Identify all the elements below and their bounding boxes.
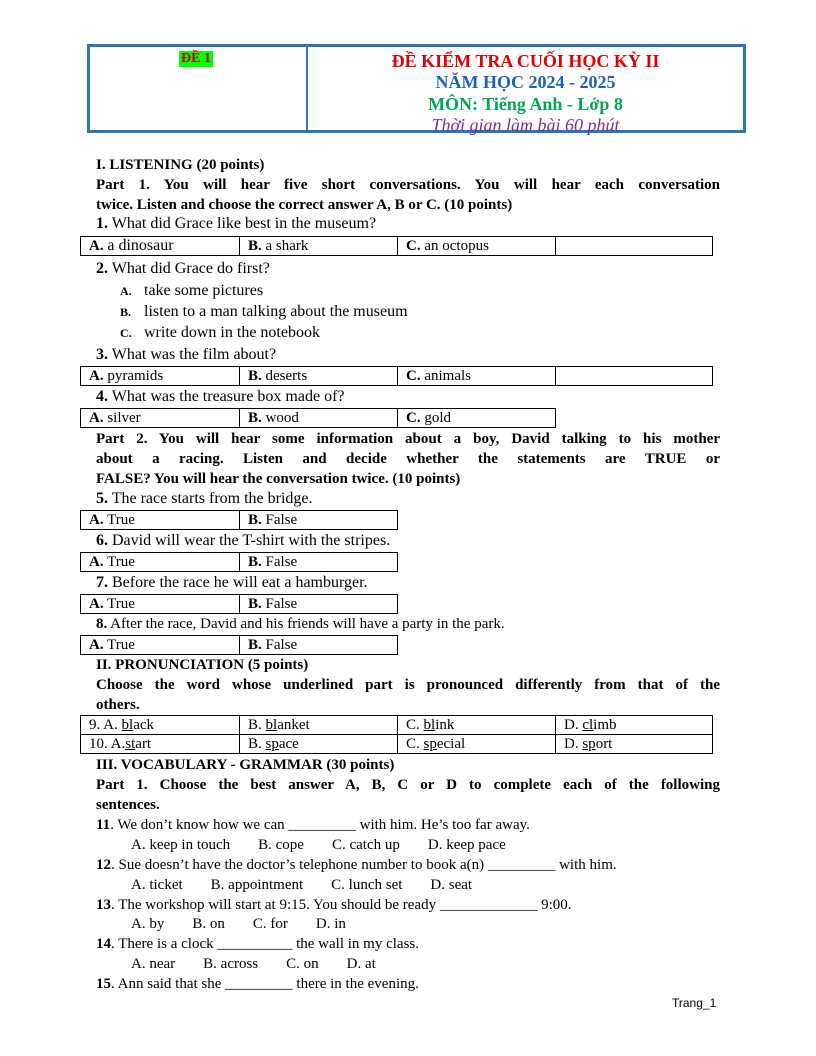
q1-option-a[interactable]: A. a dinosaur: [81, 237, 240, 256]
q3-option-a[interactable]: A. pyramids: [81, 367, 240, 386]
question-2: 2. What did Grace do first?: [96, 260, 270, 277]
q5-option-false[interactable]: B. False: [240, 511, 398, 530]
q11-option-b[interactable]: B. cope: [258, 837, 304, 853]
q4-option-b[interactable]: B. wood: [240, 409, 398, 428]
part2-instruction-line2: about a racing. Listen and decide whether the statements are TRUE or: [96, 451, 720, 467]
q12-options: [131, 877, 500, 894]
question-10-row: [81, 735, 713, 754]
question-15: 15. Ann said that she _________ there in the evening.: [96, 976, 419, 992]
q9-option-b[interactable]: B. blanket: [240, 716, 398, 735]
section-pronunciation-title: II. PRONUNCIATION (5 points): [96, 657, 309, 673]
q6-option-false[interactable]: B. False: [240, 553, 398, 572]
q14-option-c[interactable]: C. on: [286, 956, 319, 972]
q1-option-b[interactable]: B. a shark: [240, 237, 398, 256]
q12-option-c[interactable]: C. lunch set: [331, 877, 403, 893]
q9-option-a[interactable]: 9. A. black: [81, 716, 240, 735]
question-9-row: [81, 716, 713, 735]
question-13: 13. The workshop will start at 9:15. You should be ready _____________ 9:00.: [96, 897, 572, 913]
question-5: 5. The race starts from the bridge.: [96, 490, 313, 507]
q10-option-c[interactable]: C. special: [398, 735, 556, 754]
vocab-instruction-line2: sentences.: [96, 797, 160, 813]
question-12: 12. Sue doesn’t have the doctor’s telephone number to book a(n) _________ with him.: [96, 857, 617, 873]
q4-option-c[interactable]: C. gold: [398, 409, 556, 428]
question-11: 11. We don’t know how we can _________ with him. He’s too far away.: [96, 817, 530, 833]
pronunciation-instruction-line1: Choose the word whose underlined part is pronounced differently from that of the: [96, 677, 720, 693]
exam-code-badge: ĐỀ 1: [181, 51, 211, 66]
question-4-options: [80, 408, 556, 428]
section-listening-title: I. LISTENING (20 points): [96, 157, 265, 173]
q11-options: [131, 837, 534, 854]
q13-option-a[interactable]: A. by: [131, 916, 165, 932]
page-number: Trang_1: [672, 996, 717, 1010]
q13-option-c[interactable]: C. for: [252, 916, 288, 932]
time-allowed: Thời gian làm bài 60 phút: [431, 115, 620, 135]
q2-option-b[interactable]: B. listen to a man talking about the museum: [120, 303, 408, 320]
q10-option-a[interactable]: 10. A.start: [81, 735, 240, 754]
question-5-options: [80, 510, 398, 530]
part2-instruction-line3: FALSE? You will hear the conversation twice. (10 points): [96, 471, 461, 487]
q11-option-d[interactable]: D. keep pace: [427, 837, 506, 853]
q13-option-d[interactable]: D. in: [315, 916, 346, 932]
q14-option-d[interactable]: D. at: [346, 956, 376, 972]
question-6-options: [80, 552, 398, 572]
q1-empty-cell: [556, 237, 713, 256]
q1-option-c[interactable]: C. an octopus: [398, 237, 556, 256]
header-left-cell: [90, 47, 308, 130]
header-right-cell: [308, 47, 743, 135]
q2-option-a[interactable]: A. take some pictures: [120, 282, 264, 299]
pronunciation-instruction-line2: others.: [96, 697, 140, 713]
question-6: 6. David will wear the T-shirt with the stripes.: [96, 532, 391, 549]
question-1-options: [80, 236, 713, 256]
exam-header: [87, 44, 746, 133]
question-7-options: [80, 594, 398, 614]
q3-option-c[interactable]: C. animals: [398, 367, 556, 386]
school-year: NĂM HỌC 2024 - 2025: [435, 72, 616, 92]
vocab-instruction-line1: Part 1. Choose the best answer A, B, C or D to complete each of the following: [96, 777, 720, 793]
q14-option-a[interactable]: A. near: [131, 956, 176, 972]
section-vocab-title: III. VOCABULARY - GRAMMAR (30 points): [96, 757, 395, 773]
q11-option-a[interactable]: A. keep in touch: [131, 837, 231, 853]
q3-option-b[interactable]: B. deserts: [240, 367, 398, 386]
q8-option-true[interactable]: A. True: [81, 636, 240, 655]
q12-option-a[interactable]: A. ticket: [131, 877, 183, 893]
q7-option-false[interactable]: B. False: [240, 595, 398, 614]
q3-empty-cell: [556, 367, 713, 386]
q10-option-d[interactable]: D. sport: [556, 735, 713, 754]
q13-option-b[interactable]: B. on: [192, 916, 225, 932]
q12-option-d[interactable]: D. seat: [430, 877, 473, 893]
question-8-options: [80, 635, 398, 655]
exam-title: ĐỀ KIỂM TRA CUỐI HỌC KỲ II: [391, 51, 660, 71]
q10-option-b[interactable]: B. space: [240, 735, 398, 754]
q12-option-b[interactable]: B. appointment: [210, 877, 304, 893]
q5-option-true[interactable]: A. True: [81, 511, 240, 530]
q4-option-a[interactable]: A. silver: [81, 409, 240, 428]
q9-option-c[interactable]: C. blink: [398, 716, 556, 735]
subject-line: MÔN: Tiếng Anh - Lớp 8: [428, 94, 623, 114]
q7-option-true[interactable]: A. True: [81, 595, 240, 614]
q14-options: [131, 956, 404, 973]
question-14: 14. There is a clock __________ the wall in my class.: [96, 936, 419, 952]
question-1: 1. What did Grace like best in the museum?: [96, 215, 377, 232]
pronunciation-table: [80, 715, 713, 754]
part1-instruction-line2: twice. Listen and choose the correct answer A, B or C. (10 points): [96, 197, 513, 213]
part2-instruction-line1: Part 2. You will hear some information about a boy, David talking to his mother: [96, 431, 720, 447]
part1-instruction-line1: Part 1. You will hear five short conversations. You will hear each conversation: [96, 177, 720, 193]
q9-option-d[interactable]: D. climb: [556, 716, 713, 735]
q8-option-false[interactable]: B. False: [240, 636, 398, 655]
q2-option-c[interactable]: C. write down in the notebook: [120, 324, 320, 341]
question-3: 3. What was the film about?: [96, 346, 277, 363]
q11-option-c[interactable]: C. catch up: [331, 837, 400, 853]
q6-option-true[interactable]: A. True: [81, 553, 240, 572]
q14-option-b[interactable]: B. across: [203, 956, 259, 972]
question-3-options: [80, 366, 713, 386]
q13-options: [131, 916, 374, 933]
question-8: 8. After the race, David and his friends will have a party in the park.: [96, 616, 505, 632]
question-7: 7. Before the race he will eat a hamburger.: [96, 574, 368, 591]
question-4: 4. What was the treasure box made of?: [96, 388, 345, 405]
